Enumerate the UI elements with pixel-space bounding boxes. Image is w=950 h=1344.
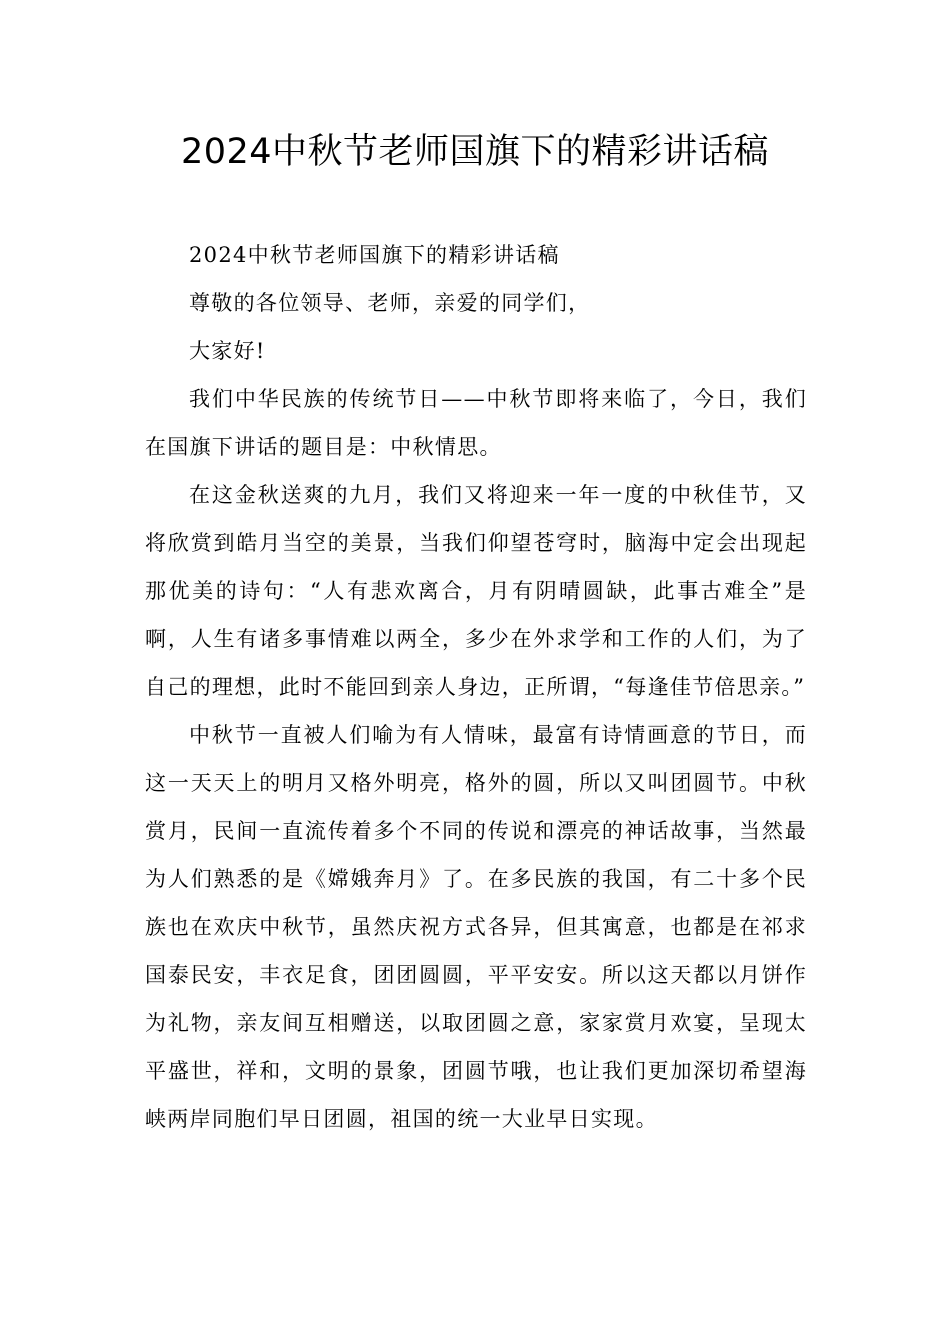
paragraph-topic: 我们中华民族的传统节日——中秋节即将来临了，今日，我们在国旗下讲话的题目是：中秋情思。 <box>145 387 807 459</box>
paragraph-salutation: 尊敬的各位领导、老师，亲爱的同学们， <box>189 291 591 315</box>
document-body <box>145 231 807 1143</box>
paragraph-autumn: 在这金秋送爽的九月，我们又将迎来一年一度的中秋佳节，又将欣赏到皓月当空的美景，当我们仰望苍穹时，脑海中定会出现起那优美的诗句：“人有悲欢离合，月有阴晴圆缺，此事古难全”是啊，人生有诸多事情难以两全，多少在外求学和工作的人们，为了自己的理想，此时不能回到亲人身边，正所谓，“每逢佳节倍思亲。” <box>145 483 807 699</box>
paragraph-greeting: 大家好! <box>189 339 266 363</box>
paragraph-subtitle: 2024中秋节老师国旗下的精彩讲话稿 <box>189 243 560 267</box>
document-title: 2024中秋节老师国旗下的精彩讲话稿 <box>180 132 770 172</box>
paragraph-festival: 中秋节一直被人们喻为有人情味，最富有诗情画意的节日，而这一天天上的明月又格外明亮，格外的圆，所以又叫团圆节。中秋赏月，民间一直流传着多个不同的传说和漂亮的神话故事，当然最为人们熟悉的是《嫦娥奔月》了。在多民族的我国，有二十多个民族也在欢庆中秋节，虽然庆祝方式各异，但其寓意，也都是在祁求国泰民安，丰衣足食，团团圆圆，平平安安。所以这天都以月饼作为礼物，亲友间互相赠送，以取团圆之意，家家赏月欢宴，呈现太平盛世，祥和，文明的景象，团圆节哦，也让我们更加深切希望海峡两岸同胞们早日团圆，祖国的统一大业早日实现。 <box>145 723 807 1131</box>
